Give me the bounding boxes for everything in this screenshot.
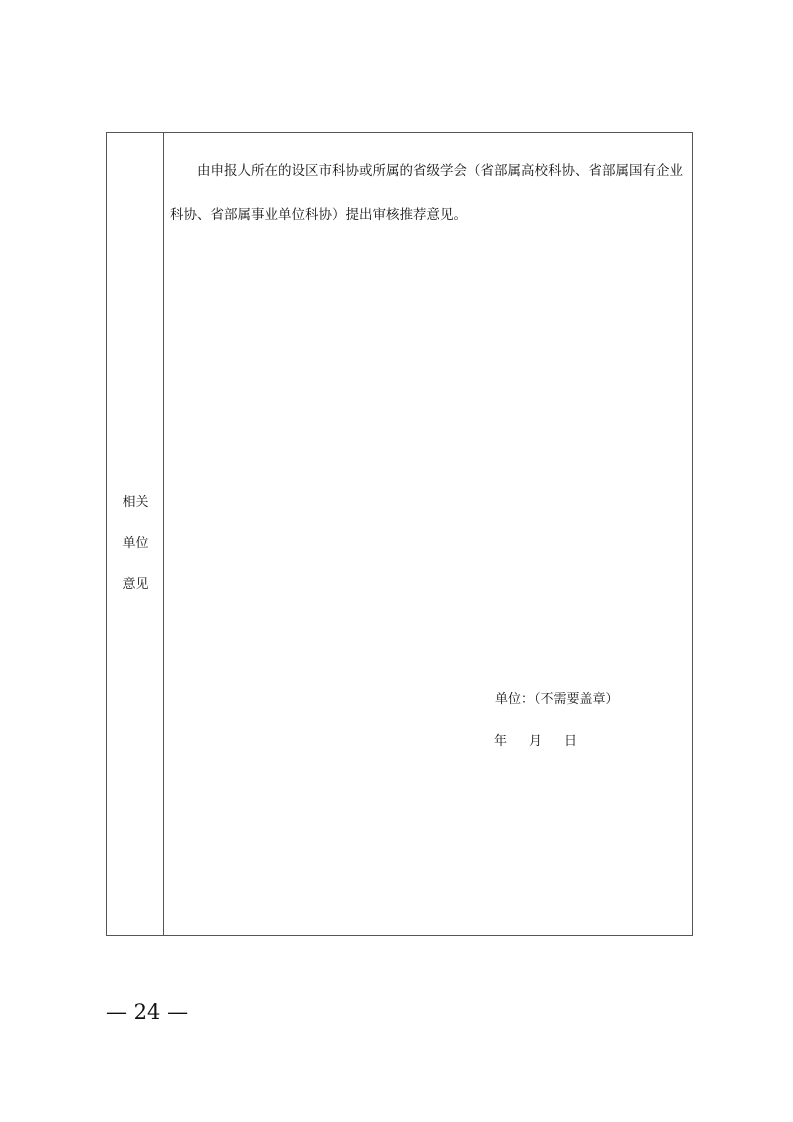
year-label: 年 (494, 734, 508, 749)
page-number: — 24 — (106, 1000, 189, 1024)
date-line (494, 733, 577, 751)
opinion-content-cell (164, 133, 692, 935)
opinion-form-table (106, 132, 693, 936)
label-column (107, 133, 164, 935)
label-line-2: 单位 (122, 536, 149, 551)
month-label: 月 (529, 734, 543, 749)
label-line-1: 相关 (122, 495, 149, 510)
unit-signature-label: 单位：（不需要盖章） (495, 692, 619, 707)
label-line-3: 意见 (122, 577, 149, 592)
instruction-text: 由申报人所在的设区市科协或所属的省级学会（省部属高校科协、省部属国有企业科协、省部属事业单位科协）提出审核推荐意见。 (170, 163, 683, 223)
day-label: 日 (564, 734, 578, 749)
